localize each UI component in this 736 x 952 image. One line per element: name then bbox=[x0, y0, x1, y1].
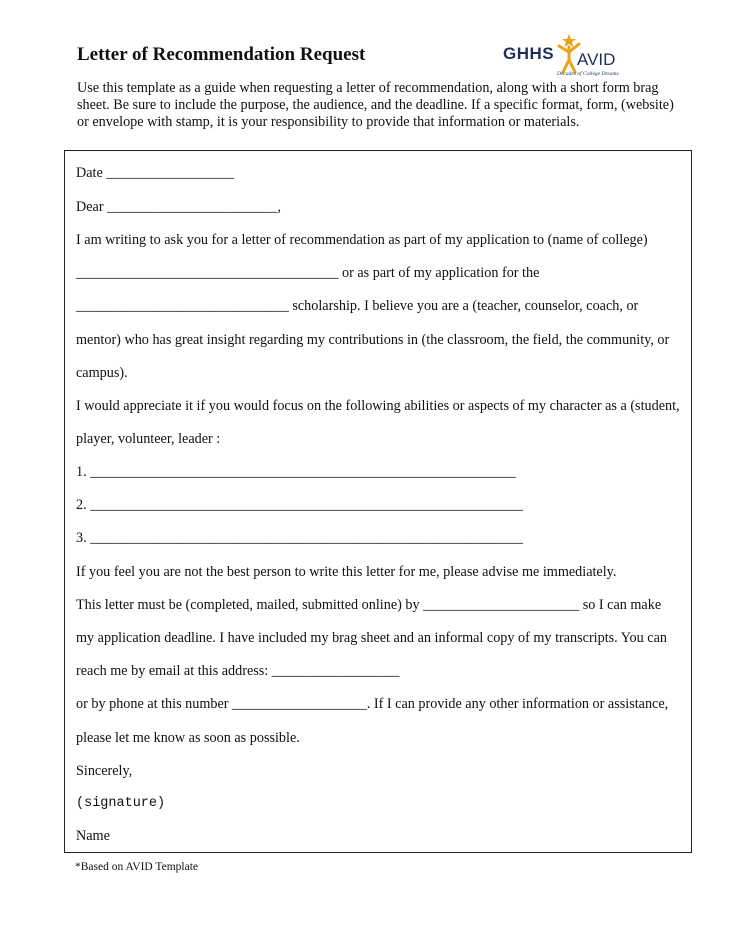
letter-line: campus). bbox=[76, 365, 128, 381]
list-item-1: 1. ____________________________________________________________ bbox=[76, 464, 516, 480]
phone-line: or by phone at this number ___________________. If I can provide any other information or assistance, bbox=[76, 696, 669, 712]
page-title: Letter of Recommendation Request bbox=[77, 44, 366, 65]
letter-line: ______________________________ scholarship. I believe you are a (teacher, counselor, coach, or bbox=[76, 298, 639, 314]
letter-line: _____________________________________ or as part of my application for the bbox=[76, 265, 540, 281]
letter-line: player, volunteer, leader : bbox=[76, 431, 221, 447]
email-line: reach me by email at this address: __________________ bbox=[76, 663, 400, 679]
ghhs-avid-logo bbox=[503, 34, 633, 80]
letter-line: I would appreciate it if you would focus on the following abilities or aspects of my character as a (student, bbox=[76, 398, 680, 414]
intro-paragraph: Use this template as a guide when requesting a letter of recommendation, along with a short form brag sheet. Be sure to include the purpose, the audience, and the deadline. If a specific format, form, (website) or envelope with stamp, it is your responsibility to provide that information or materials. bbox=[77, 80, 674, 130]
date-line: Date __________________ bbox=[76, 165, 235, 181]
name-line: Name bbox=[76, 828, 110, 844]
logo-tagline: Decades of College Dreams bbox=[557, 71, 619, 77]
logo-school-text: GHHS bbox=[503, 44, 555, 63]
letter-line: I am writing to ask you for a letter of recommendation as part of my application to (name of college) bbox=[76, 232, 648, 248]
letter-line: mentor) who has great insight regarding my contributions in (the classroom, the field, the community, or bbox=[76, 332, 670, 348]
footnote: *Based on AVID Template bbox=[75, 861, 199, 873]
letter-line: my application deadline. I have included my brag sheet and an informal copy of my transcripts. You can bbox=[76, 630, 667, 646]
list-item-3: 3. _____________________________________________________________ bbox=[76, 530, 523, 546]
logo-brand-text: AVID bbox=[577, 50, 616, 69]
list-item-2: 2. _____________________________________________________________ bbox=[76, 497, 523, 513]
letter-line: please let me know as soon as possible. bbox=[76, 730, 300, 746]
letter-line: If you feel you are not the best person to write this letter for me, please advise me immediately. bbox=[76, 564, 617, 580]
closing-line: Sincerely, bbox=[76, 763, 133, 779]
salutation-line: Dear ________________________, bbox=[76, 199, 281, 215]
signature-placeholder: (signature) bbox=[76, 796, 166, 811]
letter-line: This letter must be (completed, mailed, submitted online) by ______________________ so I can make bbox=[76, 597, 662, 613]
